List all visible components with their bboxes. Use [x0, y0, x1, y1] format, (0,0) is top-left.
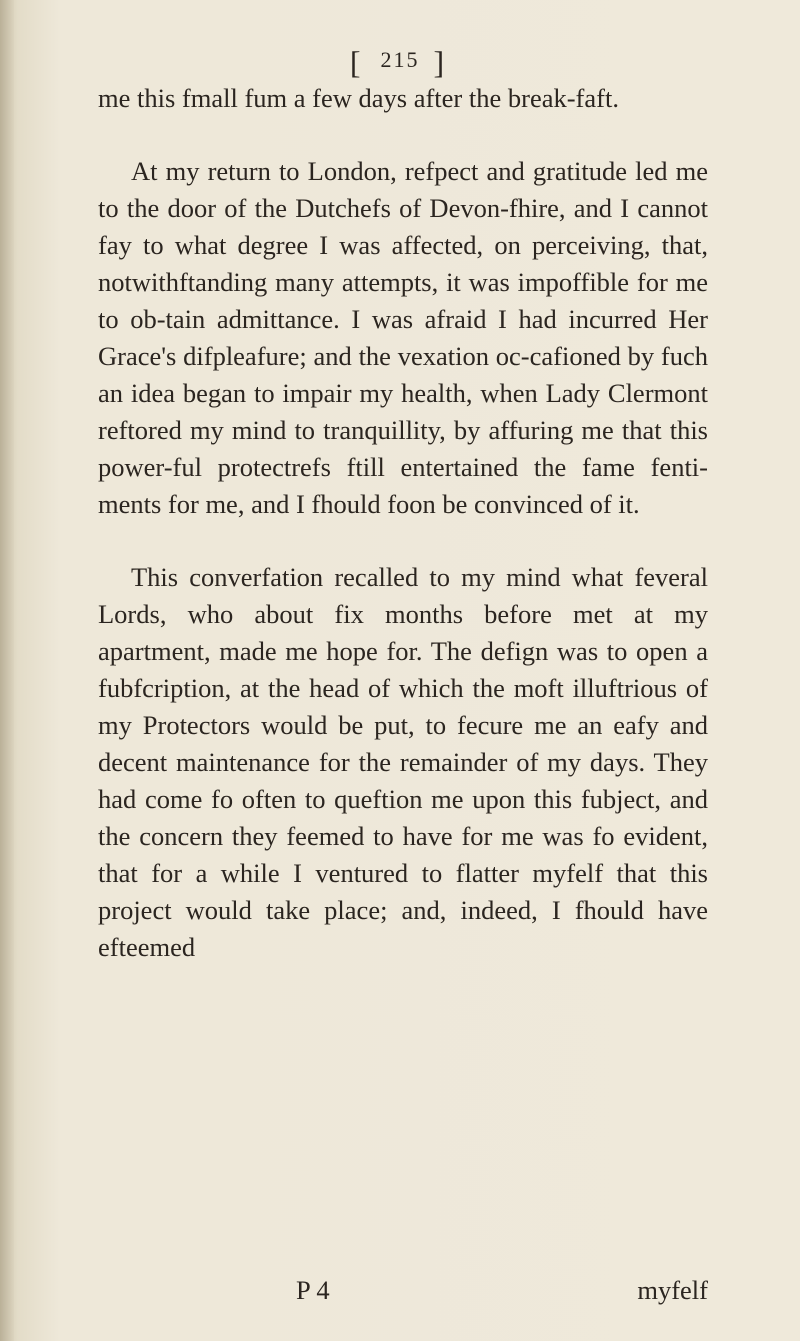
page-body: [98, 80, 708, 966]
catchword: myfelf: [637, 1275, 708, 1305]
page-number: 215: [380, 47, 420, 72]
header-close-bracket: ]: [433, 44, 451, 80]
paragraph-subscription: This converfation recalled to my mind what feveral Lords, who about fix months before met at my apartment, made me hope for. The defign was to open a fubfcription, at the head of which the moft illuftrious of my Protectors would be put, to fecure me an eafy and decent maintenance for the remainder of my days. They had come fo often to queftion me upon this fubject, and the concern they feemed to have for me was fo evident, that for a while I ventured to flatter myfelf that this project would take place; and, indeed, I fhould have efteemed: [98, 562, 708, 962]
page-gutter-shadow: [0, 0, 14, 1341]
signature-mark: P 4: [296, 1275, 330, 1305]
header-open-bracket: [: [349, 44, 367, 80]
paragraph-continuation: me this fmall fum a few days after the break-faft.: [98, 83, 619, 113]
paragraph-london-return: At my return to London, refpect and gratitude led me to the door of the Dutchefs of Devon-fhire, and I cannot fay to what degree I was affected, on perceiving, that, notwithftanding many attempts, it was impoffible for me to ob-tain admittance. I was afraid I had incurred Her Grace's difpleafure; and the vexation oc-cafioned by fuch an idea began to impair my health, when Lady Clermont reftored my mind to tranquillity, by affuring me that this power-ful protectrefs ftill entertained the fame fenti-ments for me, and I fhould foon be convinced of it.: [98, 156, 708, 519]
page-header: [0, 44, 800, 81]
